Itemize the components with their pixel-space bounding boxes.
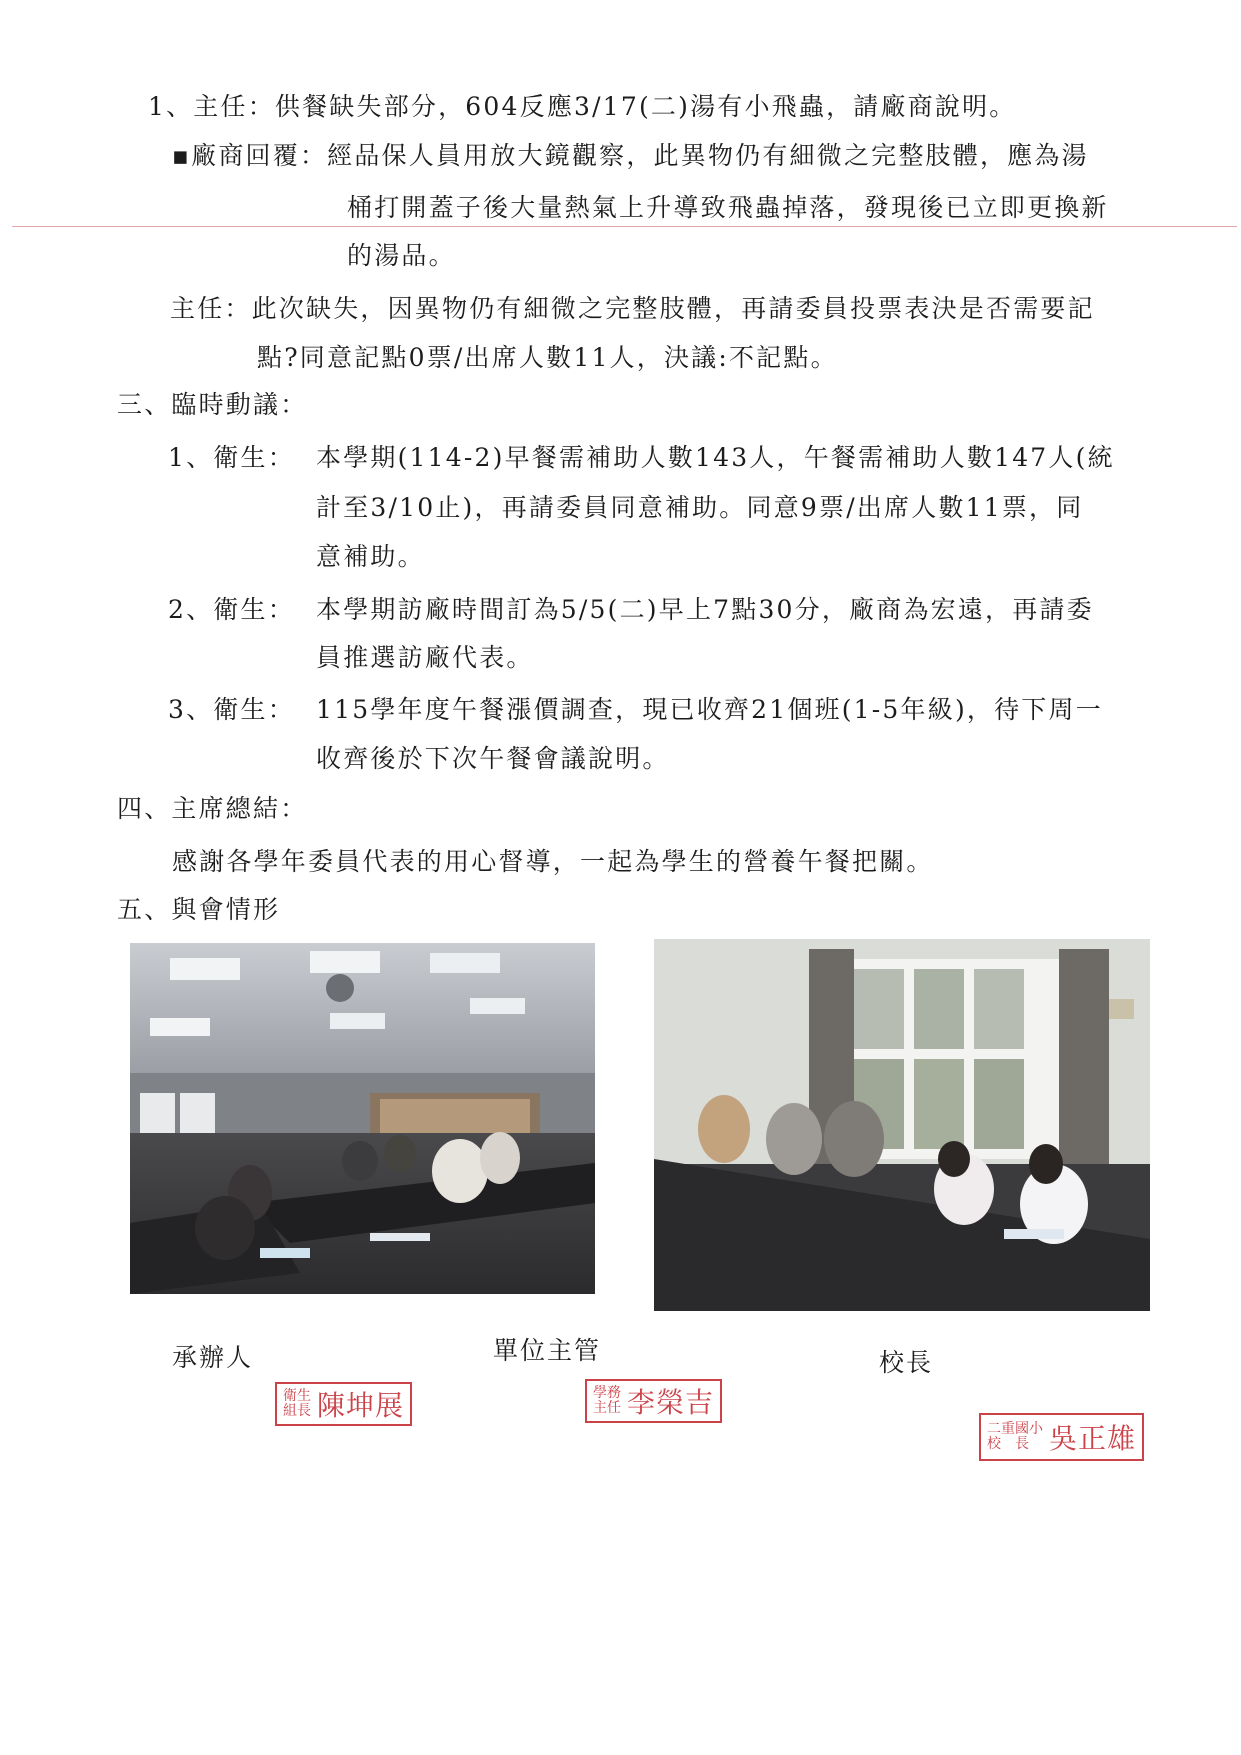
principal-seal <box>979 1413 1144 1461</box>
chair-summary-text: 感謝各學年委員代表的用心督導，一起為學生的營養午餐把關。 <box>172 847 934 876</box>
vendor-reply-line3: 的湯品。 <box>347 241 456 270</box>
handler-seal-title2: 組長 <box>283 1403 311 1419</box>
section4-heading: 四、主席總結： <box>117 794 308 823</box>
vendor-reply-line2: 桶打開蓋子後大量熱氣上升導致飛蟲掉落，發現後已立即更換新 <box>347 193 1109 222</box>
vendor-reply-line1: ▪廠商回覆：經品保人員用放大鏡觀察，此異物仍有細微之完整肢體，應為湯 <box>172 141 1089 170</box>
supervisor-seal-title1: 學務 <box>593 1385 621 1401</box>
motion1-line3: 意補助。 <box>316 542 425 571</box>
motion1-line2: 計至3/10止)，再請委員同意補助。同意9票/出席人數11票，同 <box>316 493 1084 522</box>
motion1-label: 1、衛生： <box>168 443 295 472</box>
handler-seal-title1: 衛生 <box>283 1388 311 1404</box>
principal-seal-title1: 二重國小 <box>987 1421 1043 1437</box>
motion3-label: 3、衛生： <box>168 695 295 724</box>
motion1-line1: 本學期(114-2)早餐需補助人數143人，午餐需補助人數147人(統 <box>316 443 1115 472</box>
page-divider-line <box>12 226 1237 227</box>
handler-seal <box>275 1382 412 1426</box>
principal-seal-title2: 校 長 <box>987 1436 1029 1452</box>
meeting-photo-right <box>654 939 1150 1311</box>
principal-label: 校長 <box>879 1348 934 1377</box>
director-resolution-line2: 點?同意記點0票/出席人數11人，決議:不記點。 <box>257 343 838 372</box>
section5-heading: 五、與會情形 <box>117 895 281 924</box>
motion3-line2: 收齊後於下次午餐會議說明。 <box>316 744 670 773</box>
motion3-line1: 115學年度午餐漲價調查，現已收齊21個班(1-5年級)，待下周一 <box>316 695 1103 724</box>
motion2-line2: 員推選訪廠代表。 <box>316 643 534 672</box>
principal-seal-name: 吳正雄 <box>1049 1422 1137 1455</box>
supervisor-seal <box>585 1379 722 1423</box>
director-resolution-line1: 主任：此次缺失，因異物仍有細微之完整肢體，再請委員投票表決是否需要記 <box>170 294 1095 323</box>
handler-label: 承辦人 <box>172 1343 254 1372</box>
meeting-photo-left <box>130 943 595 1294</box>
supervisor-seal-name: 李榮吉 <box>627 1386 715 1419</box>
item1-line: 1、主任：供餐缺失部分，604反應3/17(二)湯有小飛蟲，請廠商說明。 <box>148 92 1017 121</box>
motion2-label: 2、衛生： <box>168 595 295 624</box>
motion2-line1: 本學期訪廠時間訂為5/5(二)早上7點30分，廠商為宏遠，再請委 <box>316 595 1094 624</box>
section3-heading: 三、臨時動議： <box>117 390 308 419</box>
supervisor-seal-title2: 主任 <box>593 1400 621 1416</box>
meeting-photo-right-image <box>654 939 1150 1311</box>
handler-seal-name: 陳坤展 <box>317 1389 405 1422</box>
supervisor-label: 單位主管 <box>493 1336 602 1365</box>
meeting-photo-left-image <box>130 943 595 1294</box>
